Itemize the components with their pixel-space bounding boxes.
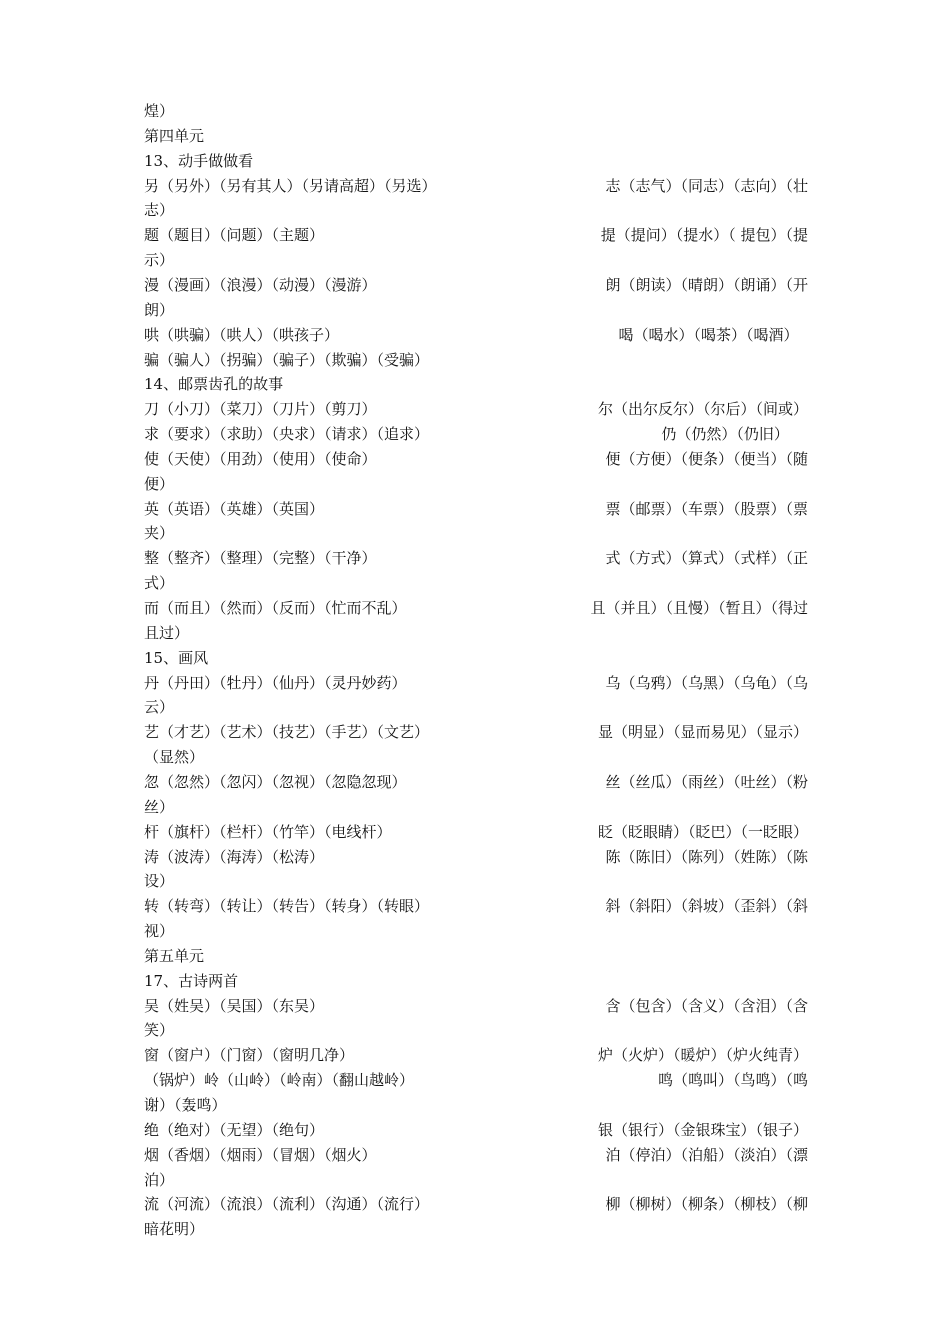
vocab-line	[144, 397, 808, 422]
vocab-entry-left: 绝（绝对）（无望）（绝句）	[144, 1120, 325, 1139]
text-line: 式）	[144, 574, 175, 593]
vocab-entry-right: 票（邮票）（车票）（股票）（票	[605, 499, 808, 518]
section-heading: 17、古诗两首	[144, 971, 239, 990]
vocab-line	[144, 447, 808, 472]
vocab-entry-right: 丝（丝瓜）（雨丝）（吐丝）（粉	[605, 772, 808, 791]
text-line: 煌）	[144, 102, 175, 120]
section-heading: 第五单元	[144, 946, 205, 965]
vocab-entry-left: 烟（香烟）（烟雨）（冒烟）（烟火）	[144, 1145, 377, 1164]
text-line: 笑）	[144, 1021, 175, 1040]
section-heading: 14、邮票齿孔的故事	[144, 375, 284, 394]
vocab-line	[144, 497, 808, 522]
vocab-line	[144, 1043, 808, 1068]
text-line: 暗花明）	[144, 1220, 205, 1239]
vocab-entry-right: 提（提问）（提水）（ 提包）（提	[600, 226, 808, 245]
vocab-entry-right: 且（并且）（且慢）（暂且）（得过	[590, 599, 808, 617]
vocab-entry-right: 炉（火炉）（暖炉）（炉火纯青）	[597, 1046, 808, 1065]
vocab-entry-left: 涛（波涛）（海涛）（松涛）	[144, 847, 325, 866]
text-line: 且过）	[144, 623, 190, 642]
vocab-line	[144, 820, 808, 845]
vocab-entry-left: 而（而且）（然而）（反而）（忙而不乱）	[144, 599, 407, 617]
vocab-entry-left: （锅炉）岭（山岭）（岭南）（翻山越岭）	[144, 1071, 415, 1090]
vocab-line	[144, 1118, 808, 1143]
vocab-entry-right: 喝（喝水）（喝茶）（喝酒）	[618, 325, 808, 344]
text-line: 泊）	[144, 1170, 175, 1189]
vocab-entry-right: 便（方便）（便条）（便当）（随	[605, 449, 808, 468]
text-line: 视）	[144, 922, 175, 941]
vocab-entry-left: 整（整齐）（整理）（完整）（干净）	[144, 549, 377, 568]
vocab-entry-right: 含（包含）（含义）（含泪）（含	[605, 996, 808, 1015]
section-heading: 13、动手做做看	[144, 151, 254, 170]
vocab-entry-right: 眨（眨眼睛）（眨巴）（一眨眼）	[597, 822, 808, 841]
text-line: 谢）（轰鸣）	[144, 1096, 227, 1114]
vocab-line	[144, 845, 808, 870]
vocab-line	[144, 994, 808, 1019]
vocab-entry-left: 使（天使）（用劲）（使用）（使命）	[144, 449, 377, 468]
section-heading: 第四单元	[144, 126, 205, 145]
vocab-line	[144, 174, 808, 199]
vocab-entry-right: 陈（陈旧）（陈列）（姓陈）（陈	[605, 847, 808, 866]
text-line: 云）	[144, 698, 175, 717]
vocab-entry-left: 吴（姓吴）（吴国）（东吴）	[144, 996, 325, 1015]
vocab-entry-right: 银（银行）（金银珠宝）（银子）	[597, 1120, 808, 1139]
vocab-entry-right: 柳（柳树）（柳条）（柳枝）（柳	[605, 1195, 808, 1214]
vocab-entry-left: 流（河流）（流浪）（流利）（沟通）（流行）	[144, 1195, 430, 1214]
vocab-line	[144, 422, 808, 447]
vocab-entry-left: 另（另外）（另有其人）（另请高超）（另选）	[144, 176, 437, 195]
vocab-entry-right: 仍（仍然）（仍旧）	[661, 425, 808, 444]
text-line: 便）	[144, 474, 175, 493]
text-line: 夹）	[144, 524, 175, 543]
vocab-entry-right: 斜（斜阳）（斜坡）（歪斜）（斜	[605, 897, 808, 916]
vocab-entry-right: 鸣（鸣叫）（鸟鸣）（鸣	[657, 1071, 808, 1090]
vocab-entry-right: 乌（乌鸦）（乌黑）（乌龟）（乌	[605, 673, 808, 692]
text-line: 志）	[144, 201, 175, 220]
text-line: 示）	[144, 251, 175, 270]
vocab-line	[144, 770, 808, 795]
text-line: 朗）	[144, 300, 175, 319]
vocab-entry-right: 朗（朗读）（晴朗）（朗诵）（开	[605, 275, 808, 294]
vocab-line	[144, 546, 808, 571]
vocab-line	[144, 1068, 808, 1093]
vocab-line	[144, 273, 808, 298]
vocab-entry-right: 式（方式）（算式）（式样）（正	[605, 549, 808, 568]
vocab-entry-left: 英（英语）（英雄）（英国）	[144, 499, 325, 518]
vocab-entry-left: 漫（漫画）（浪漫）（动漫）（漫游）	[144, 275, 377, 294]
vocab-line	[144, 596, 808, 621]
vocab-line	[144, 1192, 808, 1217]
vocab-line	[144, 1143, 808, 1168]
vocab-entry-right: 泊（停泊）（泊船）（淡泊）（漂	[605, 1145, 808, 1164]
vocab-entry-left: 丹（丹田）（牡丹）（仙丹）（灵丹妙药）	[144, 673, 407, 692]
vocab-entry-right: 志（志气）（同志）（志向）（壮	[605, 176, 808, 195]
vocab-entry-left: 艺（才艺）（艺术）（技艺）（手艺）（文艺）	[144, 723, 430, 742]
text-line: 丝）	[144, 797, 175, 816]
vocab-line	[144, 894, 808, 919]
vocab-line	[144, 323, 808, 348]
vocab-entry-left: 题（题目）（问题）（主题）	[144, 226, 325, 245]
vocab-line	[144, 223, 808, 248]
section-heading: 15、画风	[144, 648, 209, 667]
text-line: 设）	[144, 872, 175, 891]
vocab-entry-right: 尔（出尔反尔）（尔后）（间或）	[597, 400, 808, 419]
vocab-entry-left: 哄（哄骗）（哄人）（哄孩子）	[144, 325, 340, 344]
vocab-line	[144, 720, 808, 745]
text-line: （显然）	[144, 748, 205, 767]
vocab-entry-left: 窗（窗户）（门窗）（窗明几净）	[144, 1046, 355, 1065]
vocab-entry-left: 刀（小刀）（菜刀）（刀片）（剪刀）	[144, 400, 377, 419]
vocab-line	[144, 671, 808, 696]
vocab-entry-left: 忽（忽然）（忽闪）（忽视）（忽隐忽现）	[144, 772, 407, 791]
vocab-entry-right: 显（明显）（显而易见）（显示）	[597, 723, 808, 742]
text-line: 骗（骗人）（拐骗）（骗子）（欺骗）（受骗）	[144, 350, 430, 369]
vocab-entry-left: 求（要求）（求助）（央求）（请求）（追求）	[144, 425, 430, 444]
vocab-entry-left: 杆（旗杆）（栏杆）（竹竿）（电线杆）	[144, 822, 392, 841]
vocab-entry-left: 转（转弯）（转让）（转告）（转身）（转眼）	[144, 897, 430, 916]
